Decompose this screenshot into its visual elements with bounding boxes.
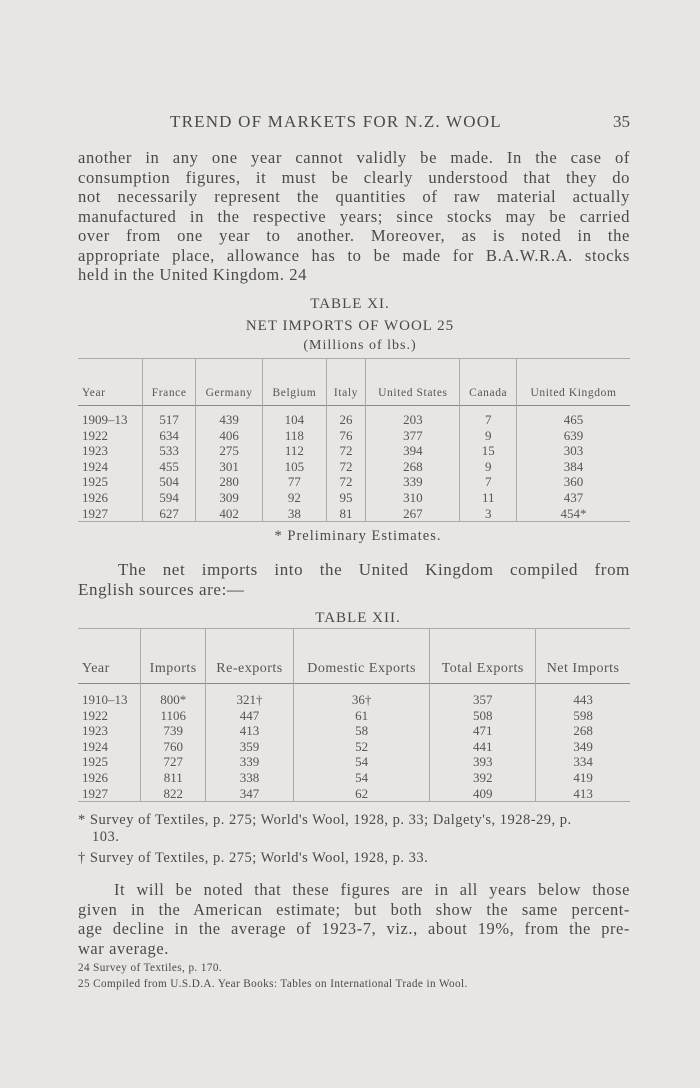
table-12 (78, 628, 630, 802)
year-cell: 1926 (82, 769, 108, 785)
column-header: United States (366, 359, 460, 406)
table-11-subtitle: NET IMPORTS OF WOOL 25 (245, 318, 455, 334)
value-cell: 1106 (141, 708, 206, 724)
value-cell: 275 (195, 443, 262, 459)
value-cell: 594 (143, 490, 196, 506)
year-cell: 1922 (82, 707, 108, 723)
table-row (78, 708, 630, 724)
value-cell: 36† (293, 684, 430, 708)
value-cell: 77 (263, 474, 326, 490)
column-header: Year (82, 661, 110, 676)
value-cell: 439 (195, 406, 262, 428)
table-row (78, 490, 630, 506)
table-row (78, 459, 630, 475)
value-cell: 465 (516, 406, 630, 428)
value-cell: 95 (326, 490, 366, 506)
value-cell: 310 (366, 490, 460, 506)
value-cell: 393 (430, 754, 536, 770)
value-cell: 598 (536, 708, 630, 724)
value-cell: 321† (206, 684, 294, 708)
footnote-25: 25 Compiled from U.S.D.A. Year Books: Tables on International Trade in Wool. (78, 978, 468, 990)
table-12-note-star (78, 812, 630, 846)
value-cell: 413 (536, 786, 630, 802)
column-header: Re-exports (206, 629, 294, 684)
value-cell: 339 (366, 474, 460, 490)
value-cell: 7 (460, 474, 517, 490)
running-head (78, 112, 630, 134)
value-cell: 203 (366, 406, 460, 428)
value-cell: 26 (326, 406, 366, 428)
year-cell: 1922 (82, 427, 108, 443)
body-paragraph-3 (78, 880, 630, 958)
table-12-title: TABLE XII. (315, 610, 401, 626)
body-paragraph-1 (78, 148, 630, 285)
value-cell: 447 (206, 708, 294, 724)
table-row (78, 739, 630, 755)
value-cell: 360 (516, 474, 630, 490)
year-cell: 1924 (82, 738, 108, 754)
value-cell: 61 (293, 708, 430, 724)
paragraph-line: The net imports into the United Kingdom compiled from (118, 560, 630, 579)
table-11-title: TABLE XI. (310, 296, 390, 312)
table-row (78, 506, 630, 522)
value-cell: 76 (326, 428, 366, 444)
paragraph-line: another in any one year cannot validly be made. In the case of (78, 148, 630, 167)
value-cell: 309 (195, 490, 262, 506)
year-cell: 1927 (78, 786, 141, 802)
year-cell: 1925 (82, 754, 108, 770)
table-11-units: (Millions of lbs.) (303, 338, 417, 353)
column-header: Domestic Exports (293, 629, 430, 684)
value-cell: 339 (206, 754, 294, 770)
column-header: Imports (141, 629, 206, 684)
year-cell: 1927 (78, 506, 143, 522)
value-cell: 15 (460, 443, 517, 459)
page-number: 35 (613, 112, 630, 131)
value-cell: 639 (516, 428, 630, 444)
table-row (78, 428, 630, 444)
value-cell: 334 (536, 754, 630, 770)
value-cell: 9 (460, 459, 517, 475)
value-cell: 739 (141, 723, 206, 739)
table-row (78, 770, 630, 786)
running-title: TREND OF MARKETS FOR N.Z. WOOL (170, 112, 502, 131)
paragraph-line: given in the American estimate; but both show the same percent- (78, 899, 630, 919)
value-cell: 104 (263, 406, 326, 428)
year-cell: 1909–13 (82, 412, 128, 427)
value-cell: 455 (143, 459, 196, 475)
value-cell: 268 (536, 723, 630, 739)
paragraph-line: manufactured in the respective years; since stocks may be carried (78, 206, 630, 226)
value-cell: 419 (536, 770, 630, 786)
value-cell: 471 (430, 723, 536, 739)
paragraph-line: held in the United Kingdom. 24 (78, 265, 308, 284)
body-paragraph-2 (78, 560, 630, 599)
value-cell: 52 (293, 739, 430, 755)
column-header: Belgium (263, 359, 326, 406)
value-cell: 54 (293, 770, 430, 786)
table-12-note-dagger: † Survey of Textiles, p. 275; World's Wool, 1928, p. 33. (78, 850, 429, 866)
table-row (78, 406, 630, 428)
value-cell: 392 (430, 770, 536, 786)
note-line: 103. (92, 829, 120, 845)
year-cell: 1926 (82, 489, 108, 505)
year-cell: 1923 (82, 723, 108, 739)
footnote-24: 24 Survey of Textiles, p. 170. (78, 962, 223, 974)
column-header: Italy (326, 359, 366, 406)
value-cell: 409 (430, 786, 536, 802)
paragraph-line: It will be noted that these figures are in all years below those (114, 880, 630, 899)
note-line: * Survey of Textiles, p. 275; World's Wool, 1928, p. 33; Dalgety's, 1928-29, p. (78, 812, 572, 828)
year-cell: 1925 (82, 474, 108, 490)
table-11-footnote: * Preliminary Estimates. (274, 528, 442, 544)
value-cell: 301 (195, 459, 262, 475)
value-cell: 377 (366, 428, 460, 444)
value-cell: 402 (195, 506, 262, 522)
value-cell: 504 (143, 474, 196, 490)
paragraph-line: over from one year to another. Moreover, as is noted in the (78, 226, 630, 245)
value-cell: 3 (460, 506, 517, 522)
value-cell: 760 (141, 739, 206, 755)
value-cell: 72 (326, 459, 366, 475)
column-header: Net Imports (536, 629, 630, 684)
paragraph-line: English sources are:— (78, 579, 245, 599)
value-cell: 58 (293, 723, 430, 739)
value-cell: 38 (263, 506, 326, 522)
value-cell: 267 (366, 506, 460, 522)
value-cell: 268 (366, 459, 460, 475)
value-cell: 508 (430, 708, 536, 724)
value-cell: 280 (195, 474, 262, 490)
paragraph-line: not necessarily represent the quantities of raw material actually (78, 187, 630, 206)
table-row (78, 474, 630, 490)
year-cell: 1910–13 (82, 692, 128, 707)
paragraph-line: war average. (78, 938, 169, 958)
value-cell: 338 (206, 770, 294, 786)
table-header-row (78, 359, 630, 406)
column-header: United Kingdom (516, 359, 630, 406)
table-11 (78, 358, 630, 522)
value-cell: 92 (263, 490, 326, 506)
value-cell: 413 (206, 723, 294, 739)
value-cell: 7 (460, 406, 517, 428)
value-cell: 11 (460, 490, 517, 506)
value-cell: 72 (326, 474, 366, 490)
value-cell: 349 (536, 739, 630, 755)
table-row (78, 443, 630, 459)
paragraph-line: age decline in the average of 1923-7, viz., about 19%, from the pre- (78, 919, 630, 938)
value-cell: 54 (293, 754, 430, 770)
value-cell: 627 (143, 506, 196, 522)
value-cell: 811 (141, 770, 206, 786)
value-cell: 454* (516, 506, 630, 522)
table-row (78, 786, 630, 802)
value-cell: 357 (430, 684, 536, 708)
table-header-row (78, 629, 630, 684)
value-cell: 394 (366, 443, 460, 459)
value-cell: 800* (141, 684, 206, 708)
value-cell: 359 (206, 739, 294, 755)
value-cell: 437 (516, 490, 630, 506)
value-cell: 533 (143, 443, 196, 459)
value-cell: 118 (263, 428, 326, 444)
value-cell: 72 (326, 443, 366, 459)
value-cell: 384 (516, 459, 630, 475)
value-cell: 81 (326, 506, 366, 522)
value-cell: 62 (293, 786, 430, 802)
table-row (78, 723, 630, 739)
value-cell: 105 (263, 459, 326, 475)
column-header: Canada (460, 359, 517, 406)
column-header: France (143, 359, 196, 406)
value-cell: 406 (195, 428, 262, 444)
value-cell: 517 (143, 406, 196, 428)
year-cell: 1924 (82, 458, 108, 474)
value-cell: 441 (430, 739, 536, 755)
paragraph-line: consumption figures, it must be clearly understood that they do (78, 167, 630, 187)
value-cell: 112 (263, 443, 326, 459)
table-row (78, 684, 630, 708)
year-cell: 1923 (82, 443, 108, 459)
value-cell: 822 (141, 786, 206, 802)
value-cell: 727 (141, 754, 206, 770)
value-cell: 347 (206, 786, 294, 802)
value-cell: 443 (536, 684, 630, 708)
column-header: Germany (195, 359, 262, 406)
value-cell: 634 (143, 428, 196, 444)
paragraph-line: appropriate place, allowance has to be made for B.A.W.R.A. stocks (78, 245, 630, 265)
value-cell: 303 (516, 443, 630, 459)
column-header: Total Exports (430, 629, 536, 684)
table-row (78, 754, 630, 770)
value-cell: 9 (460, 428, 517, 444)
column-header: Year (82, 387, 106, 399)
